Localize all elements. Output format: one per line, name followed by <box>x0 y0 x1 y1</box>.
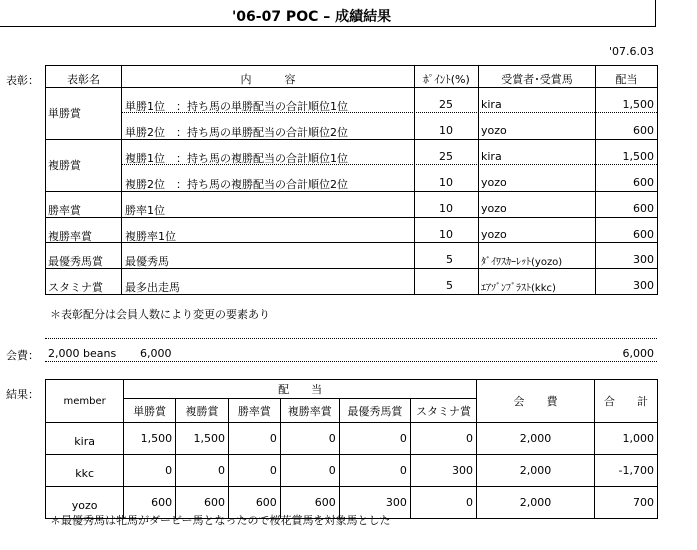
award-payout: 600 <box>633 124 654 137</box>
award-payout: 600 <box>633 228 654 241</box>
fee-total-right: 6,000 <box>622 347 654 360</box>
fee-label: 会費： <box>6 349 39 362</box>
award-points: 5 <box>446 253 453 266</box>
value-cell: 0 <box>280 455 339 487</box>
awards-col-line-1 <box>121 65 122 294</box>
award-payout: 600 <box>633 176 654 189</box>
award-content: 複勝率1位 <box>125 230 176 243</box>
award-payout: 300 <box>633 253 654 266</box>
award-winner: kira <box>481 98 502 111</box>
title-border-right <box>655 0 656 26</box>
title-underline <box>0 26 656 27</box>
award-payout: 1,500 <box>622 150 654 163</box>
award-name: 最優秀馬賞 <box>48 255 103 268</box>
award-content: 勝率1位 <box>125 204 165 217</box>
member-name: kira <box>46 423 124 455</box>
table-row <box>46 455 658 487</box>
fee-cell: 2,000 <box>477 487 595 519</box>
value-cell: 0 <box>410 487 476 519</box>
award-content: 複勝1位 ：持ち馬の複勝配当の合計順位1位 <box>125 152 348 165</box>
award-name: 複勝賞 <box>48 159 81 172</box>
award-payout: 600 <box>633 202 654 215</box>
value-cell: 0 <box>410 423 476 455</box>
award-payout: 1,500 <box>622 98 654 111</box>
value-cell: 300 <box>410 455 476 487</box>
value-cell: 300 <box>339 487 410 519</box>
subheader-stamina: スタミナ賞 <box>410 399 476 423</box>
page-title: '06-07 POC – 成績結果 <box>232 9 392 25</box>
value-cell: 0 <box>176 455 229 487</box>
subheader-win: 単勝賞 <box>124 399 176 423</box>
awards-col-payout: 配当 <box>615 73 638 86</box>
results-table <box>45 379 658 519</box>
awards-col-line-3 <box>478 65 479 294</box>
value-cell: 0 <box>124 455 176 487</box>
award-payout: 300 <box>633 279 654 292</box>
subheader-win-rate: 勝率賞 <box>228 399 280 423</box>
awards-col-line-5 <box>657 65 658 294</box>
fee-cell: 2,000 <box>477 455 595 487</box>
value-cell: 1,500 <box>124 423 176 455</box>
award-name: 単勝賞 <box>48 107 81 120</box>
total-header: 合 計 <box>594 380 657 423</box>
award-points: 10 <box>439 176 453 189</box>
member-header: member <box>46 380 124 423</box>
award-points: 5 <box>446 279 453 292</box>
subheader-place: 複勝賞 <box>176 399 229 423</box>
award-winner: yozo <box>481 124 507 137</box>
payout-header: 配 当 <box>124 380 477 399</box>
fee-divider-top <box>45 338 657 339</box>
report-date: '07.6.03 <box>609 45 655 58</box>
value-cell: 0 <box>280 423 339 455</box>
total-cell: 1,000 <box>594 423 657 455</box>
fee-total: 6,000 <box>140 347 172 360</box>
awards-header-bottom <box>45 87 658 88</box>
awards-col-content: 内 容 <box>240 73 296 86</box>
award-name: スタミナ賞 <box>48 281 103 294</box>
awards-note: ＊表彰配分は会員人数により変更の要素あり <box>50 308 270 321</box>
awards-section-label: 表彰： <box>6 74 39 87</box>
award-content: 複勝2位 ：持ち馬の複勝配当の合計順位2位 <box>125 178 348 191</box>
award-winner: yozo <box>481 202 507 215</box>
awards-header-top <box>45 65 658 66</box>
results-section-label: 結果： <box>6 388 39 401</box>
subheader-best-horse: 最優秀馬賞 <box>339 399 410 423</box>
total-cell: 700 <box>594 487 657 519</box>
awards-col-name: 表彰名 <box>67 73 100 86</box>
awards-col-line-0 <box>45 65 46 294</box>
value-cell: 0 <box>228 423 280 455</box>
fee-divider-bottom <box>45 361 657 362</box>
awards-col-points: ﾎﾟｲﾝﾄ(%) <box>423 73 470 86</box>
results-header-row <box>46 380 658 399</box>
subheader-place-rate: 複勝率賞 <box>280 399 339 423</box>
award-winner: kira <box>481 150 502 163</box>
table-row <box>46 423 658 455</box>
award-name: 勝率賞 <box>48 204 81 217</box>
value-cell: 600 <box>124 487 176 519</box>
award-name: 複勝率賞 <box>48 230 92 243</box>
award-winner: yozo <box>481 228 507 241</box>
total-cell: -1,700 <box>594 455 657 487</box>
award-points: 10 <box>439 124 453 137</box>
value-cell: 600 <box>280 487 339 519</box>
award-content: 単勝1位 ：持ち馬の単勝配当の合計順位1位 <box>125 100 348 113</box>
award-content: 最多出走馬 <box>125 281 180 294</box>
award-points: 25 <box>439 98 453 111</box>
fee-amount: 2,000 beans <box>48 347 117 360</box>
award-winner: yozo <box>481 176 507 189</box>
results-note: ＊最優秀馬は牝馬がダービー馬となったので桜花賞馬を対象馬とした <box>50 514 391 527</box>
awards-col-winner: 受賞者･受賞馬 <box>501 73 573 86</box>
fee-header: 会 費 <box>477 380 595 423</box>
award-winner: ｴｱｿﾞﾝﾌﾞﾗｽﾄ(kkc) <box>481 283 556 294</box>
value-cell: 1,500 <box>176 423 229 455</box>
member-name: yozo <box>46 487 124 519</box>
value-cell: 0 <box>228 455 280 487</box>
award-winner: ﾀﾞｲﾜｽｶｰﾚｯﾄ(yozo) <box>481 257 563 268</box>
award-points: 10 <box>439 228 453 241</box>
value-cell: 0 <box>339 423 410 455</box>
fee-cell: 2,000 <box>477 423 595 455</box>
value-cell: 0 <box>339 455 410 487</box>
value-cell: 600 <box>176 487 229 519</box>
member-name: kkc <box>46 455 124 487</box>
award-points: 10 <box>439 202 453 215</box>
award-content: 単勝2位 ：持ち馬の単勝配当の合計順位2位 <box>125 126 348 139</box>
award-points: 25 <box>439 150 453 163</box>
award-content: 最優秀馬 <box>125 255 169 268</box>
value-cell: 600 <box>228 487 280 519</box>
